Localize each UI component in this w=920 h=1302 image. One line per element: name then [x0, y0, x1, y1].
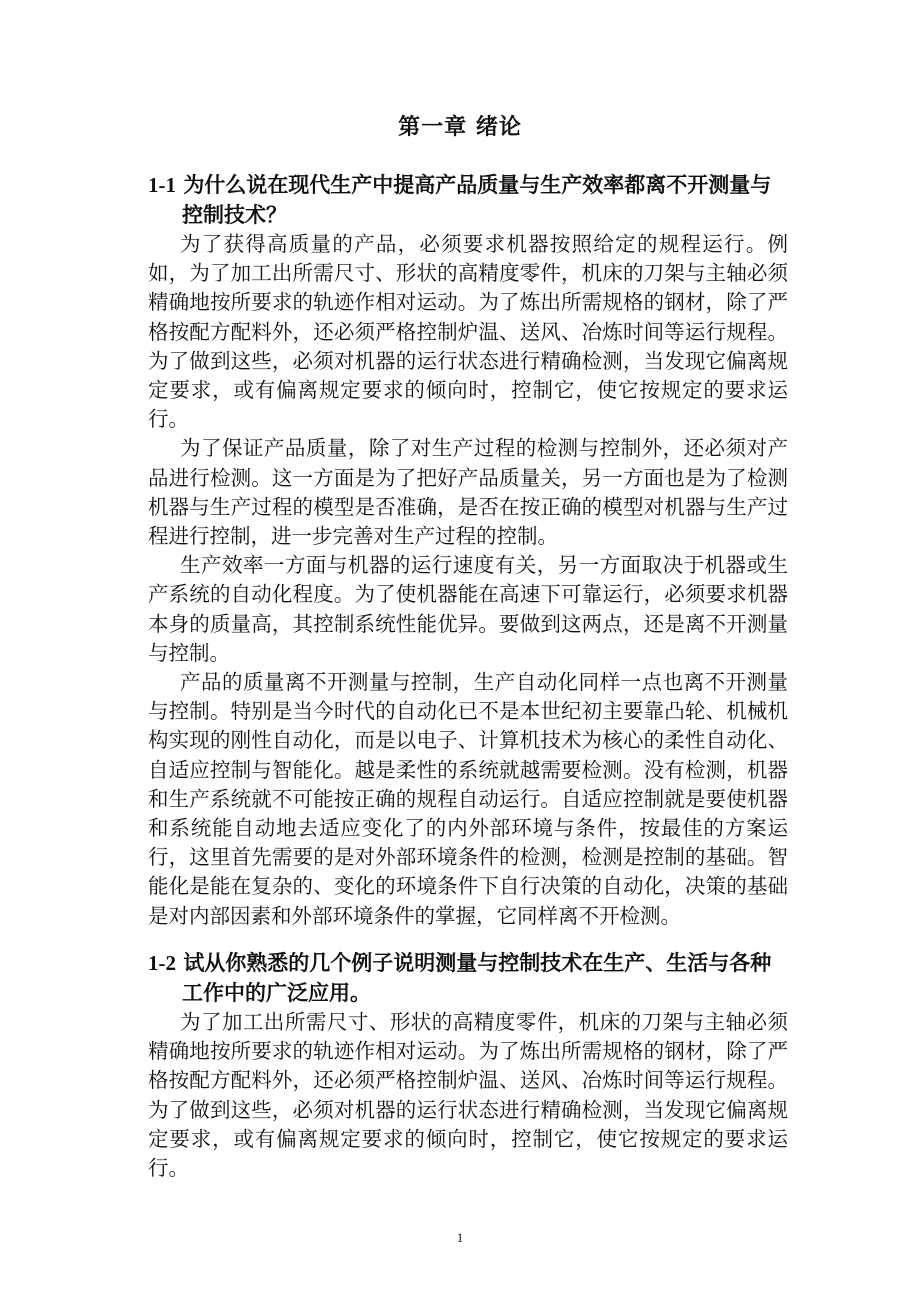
answer-paragraph: 产品的质量离不开测量与控制，生产自动化同样一点也离不开测量与控制。特别是当今时代的自动化已不是本世纪初主要靠凸轮、机械机构实现的刚性自动化，而是以电子、计算机技术为核心的柔性自动化、自适应控制与智能化。越是柔性的系统就越需要检测。没有检测，机器和生产系统就不可能按正确的规程自动运行。自适应控制就是要使机器和系统能自动地去适应变化了的内外部环境与条件，按最佳的方案运行，这里首先需要的是对外部环境条件的检测，检测是控制的基础。智能化是能在复杂的、变化的环境条件下自行决策的自动化，决策的基础是对内部因素和外部环境条件的掌握，它同样离不开检测。 — [148, 670, 788, 928]
question-heading — [148, 948, 788, 1008]
section-1-2 — [148, 948, 788, 1183]
answer-paragraph: 生产效率一方面与机器的运行速度有关，另一方面取决于机器或生产系统的自动化程度。为了使机器能在高速下可靠运行，必须要求机器本身的质量高，其控制系统性能优异。要做到这两点，还是离不开测量与控制。 — [148, 553, 788, 665]
question-heading — [148, 170, 788, 230]
question-text: 为什么说在现代生产中提高产品质量与生产效率都离不开测量与控制技术？ — [182, 172, 772, 227]
question-number: 1-1 — [148, 173, 176, 197]
section-1-1 — [148, 170, 788, 931]
answer-paragraph: 为了加工出所需尺寸、形状的高精度零件，机床的刀架与主轴必须精确地按所要求的轨迹作相对运动。为了炼出所需规格的钢材，除了严格按配方配料外，还必须严格控制炉温、送风、冶炼时间等运行规程。为了做到这些，必须对机器的运行状态进行精确检测，当发现它偏离规定要求，或有偏离规定要求的倾向时，控制它，使它按规定的要求运行。 — [148, 1010, 788, 1181]
question-text: 试从你熟悉的几个例子说明测量与控制技术在生产、生活与各种工作中的广泛应用。 — [182, 950, 772, 1005]
page-number: 1 — [456, 1230, 464, 1245]
answer-paragraph: 为了保证产品质量，除了对生产过程的检测与控制外，还必须对产品进行检测。这一方面是为了把好产品质量关，另一方面也是为了检测机器与生产过程的模型是否准确，是否在按正确的模型对机器与生产过程进行控制，进一步完善对生产过程的控制。 — [148, 436, 788, 549]
answer-paragraph: 为了获得高质量的产品，必须要求机器按照给定的规程运行。例如，为了加工出所需尺寸、形状的高精度零件，机床的刀架与主轴必须精确地按所要求的轨迹作相对运动。为了炼出所需规格的钢材，除了严格按配方配料外，还必须严格控制炉温、送风、冶炼时间等运行规程。为了做到这些，必须对机器的运行状态进行精确检测，当发现它偏离规定要求，或有偏离规定要求的倾向时，控制它，使它按规定的要求运行。 — [148, 232, 788, 432]
question-number: 1-2 — [148, 951, 176, 975]
chapter-title: 第一章 绪论 — [398, 114, 522, 140]
